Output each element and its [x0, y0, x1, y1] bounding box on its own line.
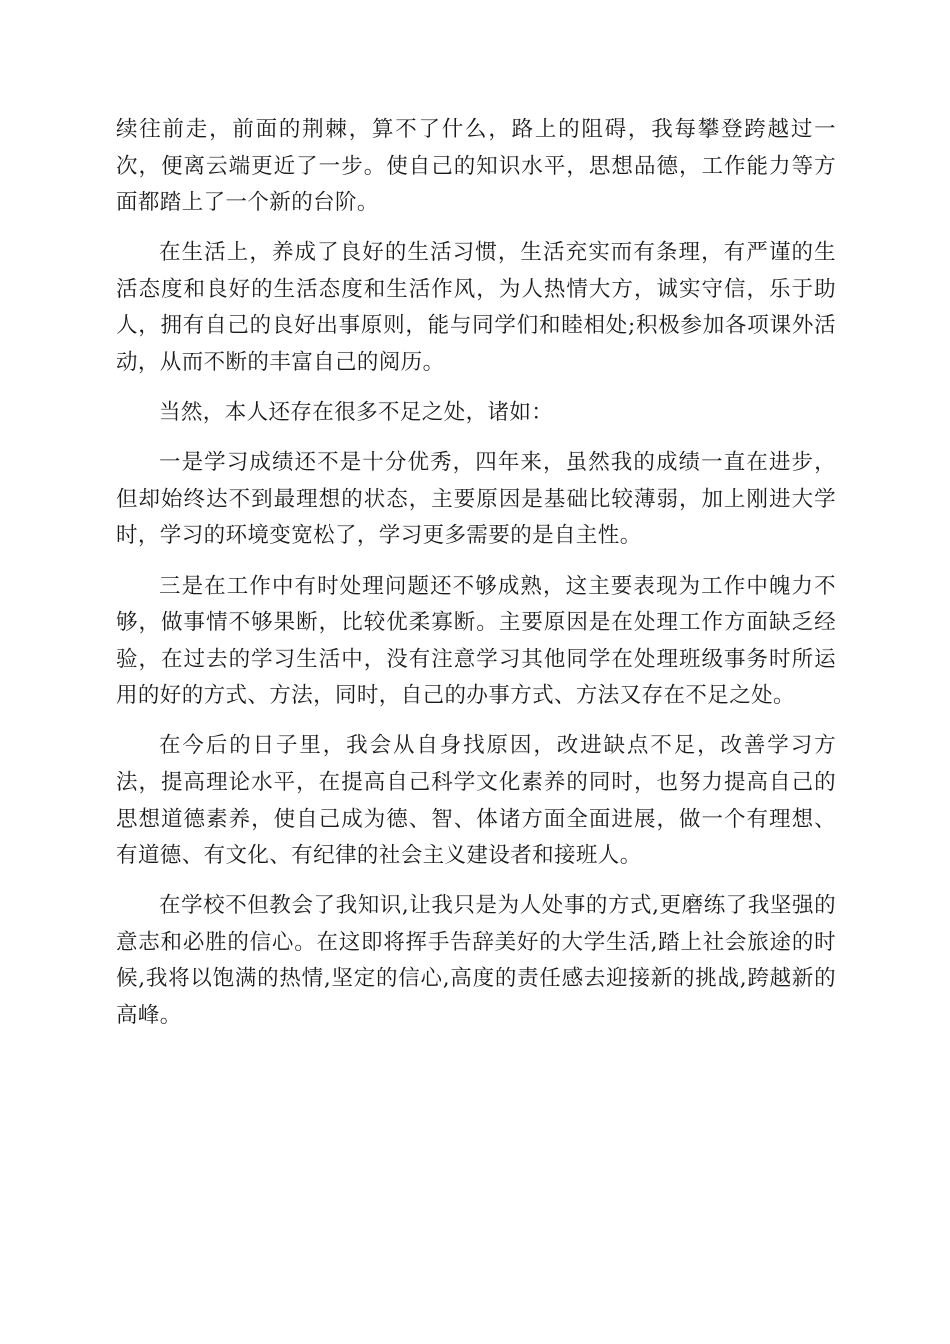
paragraph-continuation: 续往前走，前面的荆棘，算不了什么，路上的阻碍，我每攀登跨越过一次，便离云端更近了一步。使自己的知识水平，思想品德，工作能力等方面都踏上了一个新的台阶。: [116, 117, 836, 216]
paragraph-closing: 在学校不但教会了我知识,让我只是为人处事的方式,更磨练了我坚强的意志和必胜的信心。在这即将挥手告辞美好的大学生活,踏上社会旅途的时候,我将以饱满的热情,坚定的信心,高度的责任感去迎接新的挑战,跨越新的高峰。: [116, 893, 836, 1029]
document-page: [116, 112, 836, 1048]
paragraph-future-plan: 在今后的日子里，我会从自身找原因，改进缺点不足，改善学习方法，提高理论水平，在提高自己科学文化素养的同时，也努力提高自己的思想道德素养，使自己成为德、智、体诸方面全面进展，做一个有理想、有道德、有文化、有纪律的社会主义建设者和接班人。: [116, 733, 836, 869]
paragraph-life: 在生活上，养成了良好的生活习惯，生活充实而有条理，有严谨的生活态度和良好的生活态度和生活作风，为人热情大方，诚实守信，乐于助人，拥有自己的良好出事原则，能与同学们和睦相处;积极参加各项课外活动，从而不断的丰富自己的阅历。: [116, 240, 836, 376]
paragraph-shortcoming-work: 三是在工作中有时处理问题还不够成熟，这主要表现为工作中魄力不够，做事情不够果断，比较优柔寡断。主要原因是在处理工作方面缺乏经验，在过去的学习生活中，没有注意学习其他同学在处理班级事务时所运用的好的方式、方法，同时，自己的办事方式、方法又存在不足之处。: [116, 573, 836, 709]
paragraph-shortcoming-study: 一是学习成绩还不是十分优秀，四年来，虽然我的成绩一直在进步，但却始终达不到最理想的状态，主要原因是基础比较薄弱，加上刚进大学时，学习的环境变宽松了，学习更多需要的是自主性。: [116, 450, 836, 549]
paragraph-shortcomings-intro: 当然，本人还存在很多不足之处，诸如：: [159, 400, 554, 426]
